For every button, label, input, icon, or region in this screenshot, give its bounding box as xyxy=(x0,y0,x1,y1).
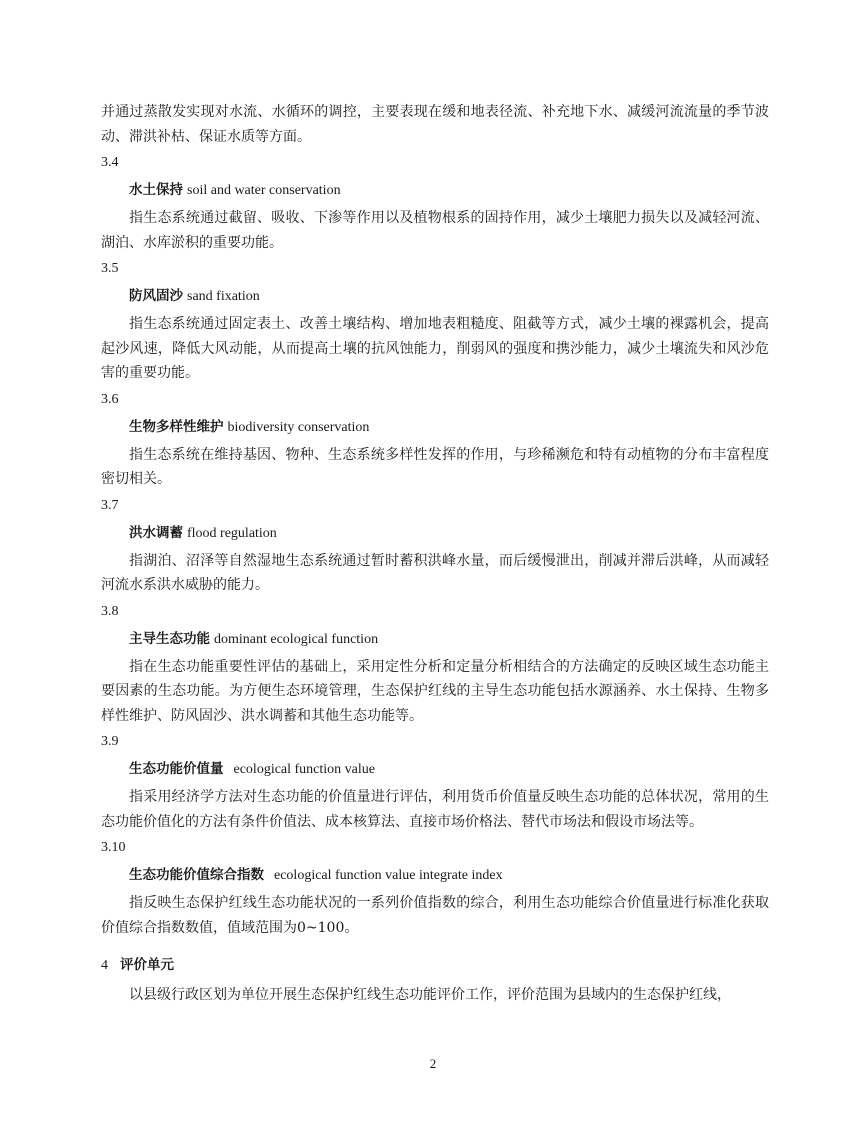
term-heading xyxy=(129,520,769,547)
section-3-8 xyxy=(101,600,769,729)
term-heading xyxy=(129,756,769,783)
definition-paragraph: 指采用经济学方法对生态功能的价值量进行评估，利用货币价值量反映生态功能的总体状况，常用的生态功能价值化的方法有条件价值法、成本核算法、直接市场价格法、替代市场法和假设市场法等。 xyxy=(101,789,769,830)
term-chinese: 主导生态功能 xyxy=(129,630,210,647)
definition-paragraph: 指湖泊、沼泽等自然湿地生态系统通过暂时蓄积洪峰水量，而后缓慢泄出，削减并滞后洪峰，从而减轻河流水系洪水威胁的能力。 xyxy=(101,552,769,593)
definition-paragraph: 指生态系统在维持基因、物种、生态系统多样性发挥的作用，与珍稀濒危和特有动植物的分布丰富程度密切相关。 xyxy=(101,446,769,487)
term-english: ecological function value xyxy=(233,762,375,777)
term-chinese: 生物多样性维护 xyxy=(129,418,224,435)
definition-paragraph: 指生态系统通过固定表土、改善土壤结构、增加地表粗糙度、阻截等方式，减少土壤的裸露机会，提高起沙风速，降低大风动能，从而提高土壤的抗风蚀能力，削弱风的强度和携沙能力，减少土壤流失和风沙危害的重要功能。 xyxy=(101,316,769,381)
term-english: dominant ecological function xyxy=(214,631,379,647)
chapter-paragraph: 以县级行政区划为单位开展生态保护红线生态功能评价工作，评价范围为县域内的生态保护红线， xyxy=(129,987,731,1003)
page-content xyxy=(101,100,769,1010)
section-number: 3.5 xyxy=(101,261,119,276)
section-3-7 xyxy=(101,494,769,598)
intro-paragraph: 并通过蒸散发实现对水流、水循环的调控，主要表现在缓和地表径流、补充地下水、减缓河流流量的季节波动、滞洪补枯、保证水质等方面。 xyxy=(101,104,769,145)
section-3-6 xyxy=(101,388,769,492)
section-3-4 xyxy=(101,151,769,255)
section-number: 3.6 xyxy=(101,391,119,407)
section-number: 3.9 xyxy=(101,734,119,749)
term-heading xyxy=(129,626,769,653)
chapter-title: 评价单元 xyxy=(120,957,174,973)
definition-paragraph: 指在生态功能重要性评估的基础上，采用定性分析和定量分析相结合的方法确定的反映区域生态功能主要因素的生态功能。为方便生态环境管理，生态保护红线的主导生态功能包括水源涵养、水土保持、生物多样性维护、防风固沙、洪水调蓄和其他生态功能等。 xyxy=(101,658,769,724)
term-chinese: 生态功能价值量 xyxy=(129,761,224,777)
term-english: biodiversity conservation xyxy=(227,419,370,435)
term-chinese: 水土保持 xyxy=(129,182,183,198)
term-chinese: 防风固沙 xyxy=(129,288,183,304)
section-3-9 xyxy=(101,730,769,834)
chapter-number: 4 xyxy=(101,958,108,973)
term-chinese: 生态功能价值综合指数 xyxy=(129,867,264,883)
section-3-5 xyxy=(101,257,769,386)
section-number: 3.8 xyxy=(101,603,119,619)
definition-paragraph: 指生态系统通过截留、吸收、下渗等作用以及植物根系的固持作用，减少土壤肥力损失以及减轻河流、湖泊、水库淤积的重要功能。 xyxy=(101,210,769,251)
term-heading xyxy=(129,177,769,204)
section-number: 3.10 xyxy=(101,840,126,855)
term-english: flood regulation xyxy=(187,525,277,541)
section-number: 3.4 xyxy=(101,155,119,170)
term-english: ecological function value integrate index xyxy=(274,868,503,883)
chapter-heading xyxy=(101,952,769,979)
page-number: 2 xyxy=(429,1056,437,1071)
term-heading xyxy=(129,862,769,889)
term-english: soil and water conservation xyxy=(187,183,341,198)
term-english: sand fixation xyxy=(187,289,260,304)
term-heading xyxy=(129,283,769,310)
definition-paragraph: 指反映生态保护红线生态功能状况的一系列价值指数的综合，利用生态功能综合价值量进行标准化获取价值综合指数数值，值域范围为0~100。 xyxy=(101,895,769,936)
section-number: 3.7 xyxy=(101,497,119,513)
section-3-10 xyxy=(101,836,769,940)
term-heading xyxy=(129,414,769,441)
term-chinese: 洪水调蓄 xyxy=(129,524,183,541)
